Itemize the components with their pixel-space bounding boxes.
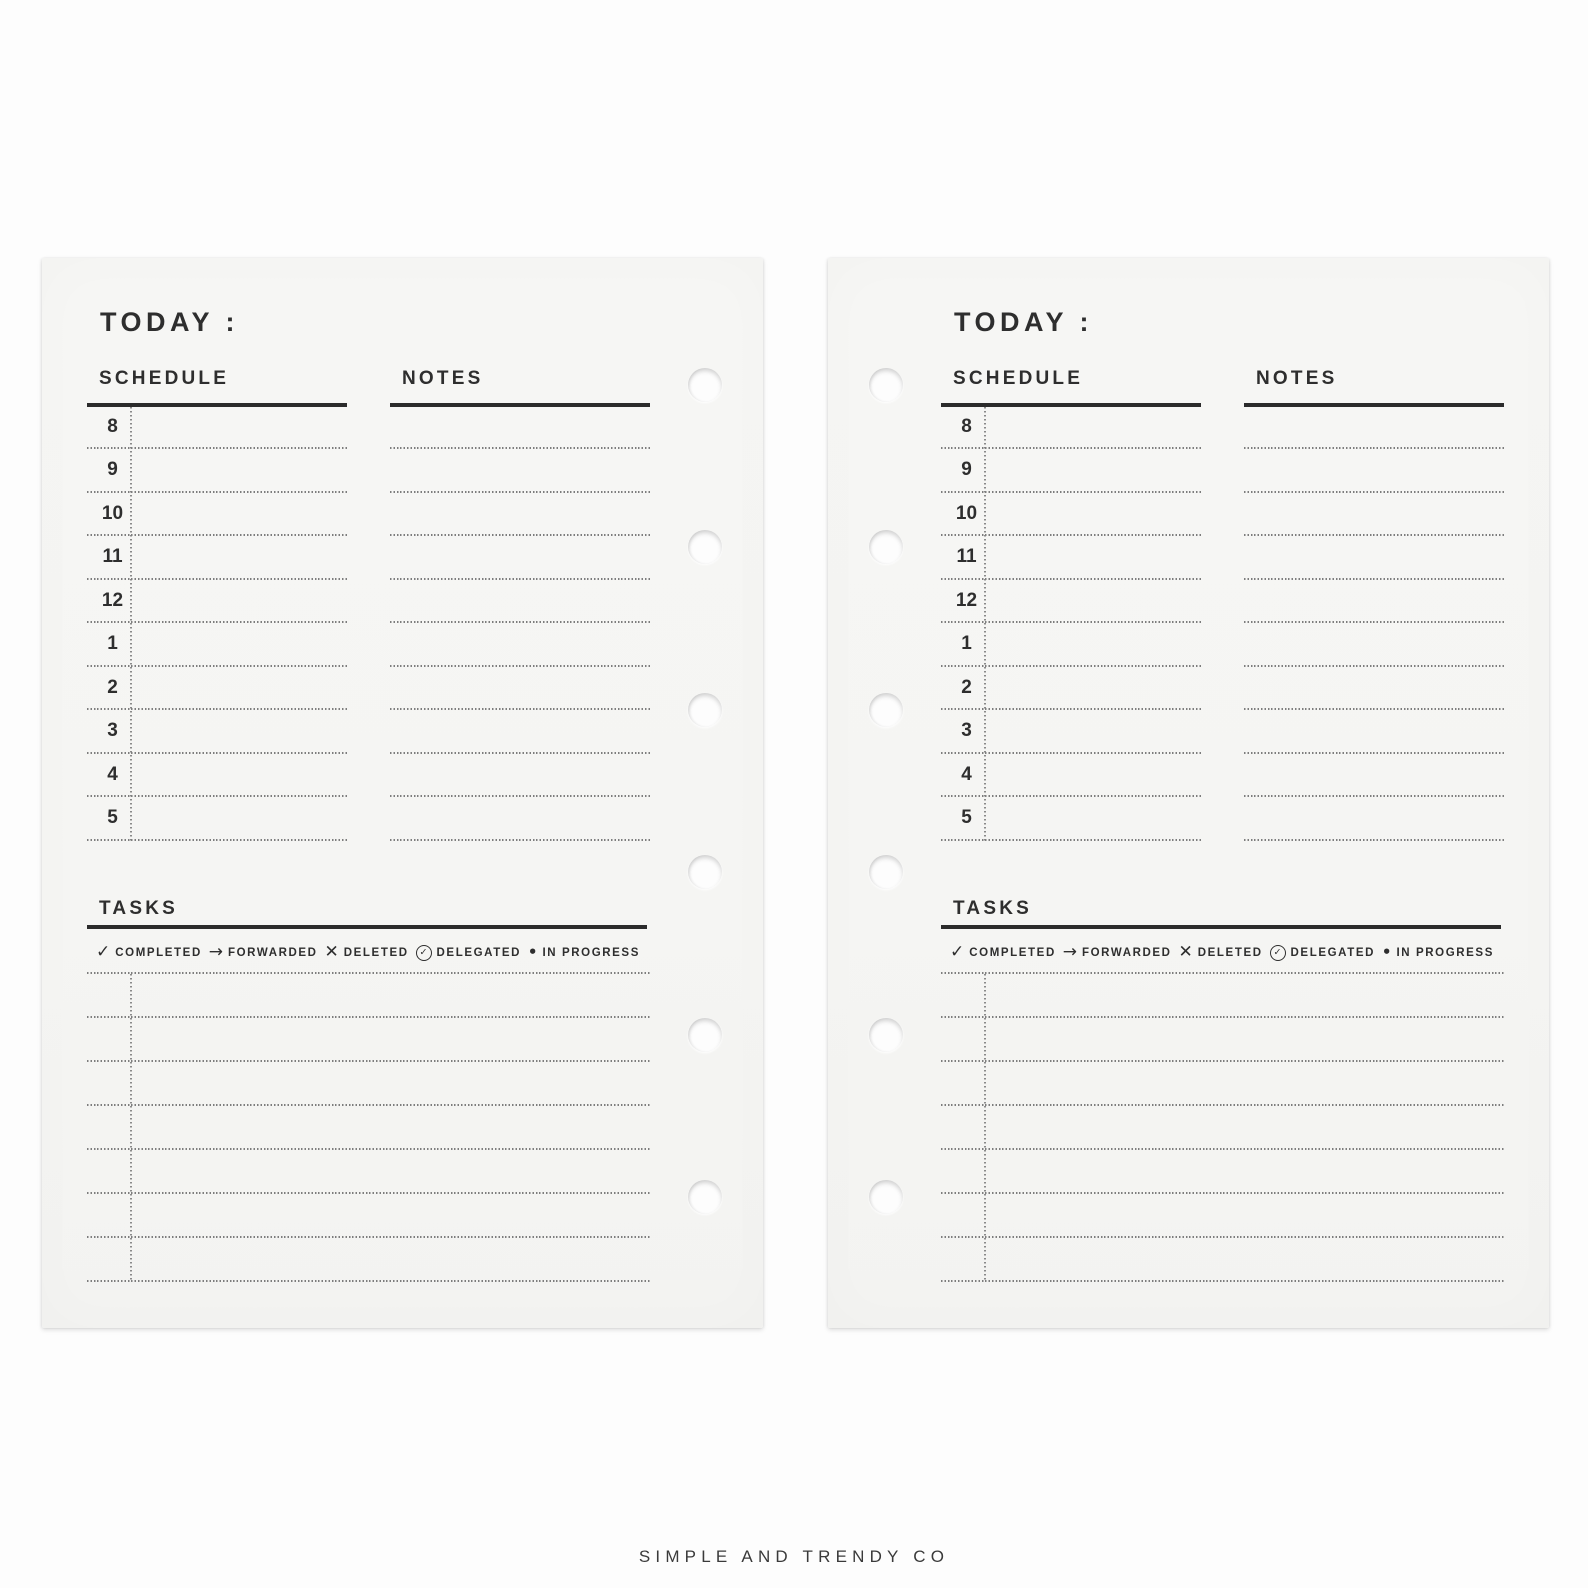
- notes-row: [1244, 797, 1504, 841]
- schedule-row: [87, 449, 347, 493]
- notes-header: NOTES: [402, 368, 484, 389]
- schedule-row: [87, 667, 347, 711]
- hour-label: 4: [107, 763, 118, 785]
- task-row: [87, 1238, 650, 1282]
- legend-label: FORWARDED: [1082, 946, 1172, 959]
- punch-hole: [688, 693, 722, 727]
- punch-hole: [869, 530, 903, 564]
- hour-label: 1: [961, 633, 972, 655]
- punch-hole: [688, 1018, 722, 1052]
- task-row: [87, 974, 650, 1018]
- notes-row: [390, 667, 650, 711]
- notes-row: [1244, 536, 1504, 580]
- bullet-icon: •: [1381, 943, 1392, 961]
- hour-label: 3: [107, 720, 118, 742]
- tasks-header-rule: [941, 925, 1501, 929]
- x-icon: ✕: [1178, 942, 1193, 962]
- task-row: [941, 1194, 1504, 1238]
- notes-row: [1244, 493, 1504, 537]
- planner-page-left: [42, 258, 763, 1328]
- schedule-row: [87, 406, 347, 450]
- schedule-row: [941, 710, 1201, 754]
- notes-row: [390, 797, 650, 841]
- brand-footer: SIMPLE AND TRENDY CO: [638, 1547, 950, 1566]
- schedule-row: [87, 623, 347, 667]
- bullet-icon: •: [527, 943, 538, 961]
- punch-hole: [688, 1180, 722, 1214]
- notes-row: [1244, 449, 1504, 493]
- hour-label: 4: [961, 763, 972, 785]
- check-icon: ✓: [96, 942, 111, 962]
- legend-label: DELETED: [1197, 946, 1263, 959]
- punch-hole: [869, 368, 903, 402]
- notes-row: [390, 710, 650, 754]
- schedule-row: [941, 406, 1201, 450]
- task-row: [941, 1150, 1504, 1194]
- task-row: [87, 1106, 650, 1150]
- legend-label: DELETED: [343, 946, 409, 959]
- planner-page-right: [828, 258, 1549, 1328]
- task-row: [941, 930, 1504, 974]
- task-row: [941, 1062, 1504, 1106]
- schedule-row: [87, 536, 347, 580]
- schedule-row: [87, 797, 347, 841]
- notes-row: [390, 536, 650, 580]
- notes-row: [390, 449, 650, 493]
- circle-check-icon: ✓: [1270, 945, 1286, 961]
- legend-label: DELEGATED: [436, 946, 521, 959]
- hour-label: 10: [955, 502, 978, 524]
- task-row: [941, 1018, 1504, 1062]
- hour-label: 5: [107, 807, 118, 829]
- notes-row: [1244, 406, 1504, 450]
- schedule-row: [941, 536, 1201, 580]
- task-row: [87, 1062, 650, 1106]
- hour-label: 11: [956, 546, 977, 568]
- legend-label: COMPLETED: [115, 946, 202, 959]
- hour-label: 5: [961, 807, 972, 829]
- schedule-row: [941, 623, 1201, 667]
- notes-row: [1244, 667, 1504, 711]
- task-row: [87, 1018, 650, 1062]
- hour-label: 8: [961, 415, 972, 437]
- tasks-header: TASKS: [953, 898, 1032, 919]
- schedule-row: [87, 754, 347, 798]
- hour-label: 3: [961, 720, 972, 742]
- tasks-header-rule: [87, 925, 647, 929]
- notes-row: [1244, 580, 1504, 624]
- notes-header: NOTES: [1256, 368, 1338, 389]
- hour-label: 9: [961, 459, 972, 481]
- today-label: TODAY :: [954, 307, 1094, 337]
- today-label: TODAY :: [100, 307, 240, 337]
- legend-label: IN PROGRESS: [542, 946, 640, 959]
- tasks-header: TASKS: [99, 898, 178, 919]
- hour-label: 1: [107, 633, 118, 655]
- task-row: [941, 974, 1504, 1018]
- tasks-grid: [941, 930, 1504, 1282]
- notes-row: [390, 493, 650, 537]
- punch-hole: [869, 693, 903, 727]
- legend-label: FORWARDED: [228, 946, 318, 959]
- schedule-row: [941, 580, 1201, 624]
- punch-hole: [869, 1018, 903, 1052]
- notes-row: [1244, 623, 1504, 667]
- hour-label: 2: [961, 676, 972, 698]
- hour-label: 10: [101, 502, 124, 524]
- schedule-row: [941, 449, 1201, 493]
- schedule-header: SCHEDULE: [99, 368, 230, 389]
- tasks-grid: [87, 930, 650, 1282]
- punch-hole: [869, 1180, 903, 1214]
- schedule-row: [941, 493, 1201, 537]
- schedule-header: SCHEDULE: [953, 368, 1084, 389]
- hour-label: 12: [955, 589, 978, 611]
- schedule-row: [941, 797, 1201, 841]
- notes-row: [390, 754, 650, 798]
- schedule-grid: [87, 406, 347, 841]
- legend-label: IN PROGRESS: [1396, 946, 1494, 959]
- check-icon: ✓: [950, 942, 965, 962]
- task-row: [87, 930, 650, 974]
- notes-row: [390, 580, 650, 624]
- punch-hole: [688, 530, 722, 564]
- circle-check-icon: ✓: [416, 945, 432, 961]
- punch-hole: [688, 855, 722, 889]
- task-row: [941, 1238, 1504, 1282]
- task-row: [87, 1194, 650, 1238]
- notes-grid: [390, 406, 650, 841]
- punch-hole: [688, 368, 722, 402]
- notes-row: [390, 623, 650, 667]
- legend-label: DELEGATED: [1290, 946, 1375, 959]
- task-row: [87, 1150, 650, 1194]
- schedule-row: [87, 493, 347, 537]
- legend-label: COMPLETED: [969, 946, 1056, 959]
- hour-label: 11: [102, 546, 123, 568]
- hour-label: 12: [101, 589, 124, 611]
- hour-label: 9: [107, 459, 118, 481]
- notes-row: [390, 406, 650, 450]
- notes-row: [1244, 710, 1504, 754]
- hour-label: 2: [107, 676, 118, 698]
- x-icon: ✕: [324, 942, 339, 962]
- hour-label: 8: [107, 415, 118, 437]
- notes-row: [1244, 754, 1504, 798]
- schedule-row: [941, 754, 1201, 798]
- schedule-row: [87, 710, 347, 754]
- notes-grid: [1244, 406, 1504, 841]
- schedule-row: [87, 580, 347, 624]
- arrow-right-icon: →: [1062, 942, 1078, 962]
- schedule-grid: [941, 406, 1201, 841]
- task-row: [941, 1106, 1504, 1150]
- schedule-row: [941, 667, 1201, 711]
- arrow-right-icon: →: [208, 942, 224, 962]
- punch-hole: [869, 855, 903, 889]
